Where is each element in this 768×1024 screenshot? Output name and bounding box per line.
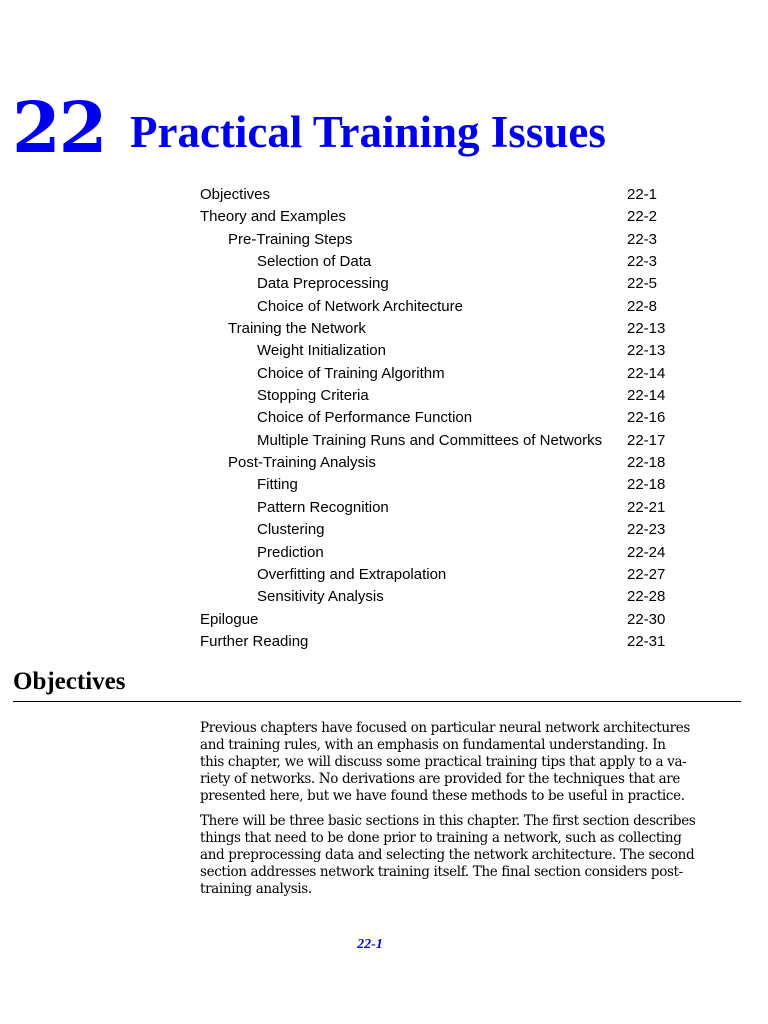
toc-entry-label: Training the Network (228, 320, 366, 338)
toc-entry-label: Pattern Recognition (257, 498, 389, 516)
toc-entry (200, 184, 660, 206)
toc-entry-label: Weight Initialization (257, 342, 386, 360)
toc-entry (200, 519, 666, 541)
toc-entry-page: 22-31 (627, 632, 666, 650)
toc-entry (200, 318, 666, 340)
chapter-title: Practical Training Issues (130, 107, 606, 157)
toc-entry (200, 564, 666, 586)
toc-entry (200, 340, 666, 362)
toc-entry-page: 22-5 (627, 275, 658, 293)
toc-entry-page: 22-2 (627, 208, 658, 226)
toc-entry (200, 609, 666, 631)
toc-entry-label: Post-Training Analysis (228, 454, 376, 472)
text-line: training analysis. (200, 881, 312, 897)
toc-entry (200, 586, 666, 608)
toc-entry-label: Choice of Training Algorithm (257, 364, 445, 382)
toc-entry (200, 430, 666, 452)
toc-entry-label: Theory and Examples (200, 208, 346, 226)
toc-entry-label: Clustering (257, 521, 325, 539)
toc-entry (200, 206, 660, 228)
toc-entry (200, 296, 660, 318)
chapter-header (12, 88, 752, 168)
toc-entry-label: Further Reading (200, 632, 309, 650)
toc-entry-label: Sensitivity Analysis (257, 588, 384, 606)
toc-entry (200, 363, 666, 385)
toc-entry (200, 407, 666, 429)
toc-entry-page: 22-13 (627, 320, 666, 338)
toc-entry-label: Overfitting and Extrapolation (257, 565, 447, 583)
footer-page-number: 22-1 (357, 937, 383, 952)
text-line: presented here, but we have found these methods to be useful in practice. (200, 788, 685, 804)
text-line: things that need to be done prior to training a network, such as collecting (200, 830, 682, 846)
toc-entry-label: Prediction (257, 543, 324, 561)
text-line: There will be three basic sections in this chapter. The first section describes (200, 813, 696, 829)
toc-entry-page: 22-3 (627, 230, 658, 248)
toc-entry (200, 452, 666, 474)
toc-entry (200, 497, 666, 519)
toc-entry-page: 22-14 (627, 364, 666, 382)
objectives-body (200, 720, 745, 906)
toc-entry-label: Epilogue (200, 610, 259, 628)
toc-entry (200, 542, 666, 564)
objectives-paragraph-2 (200, 813, 745, 898)
toc-entry-page: 22-3 (627, 253, 658, 271)
text-line: riety of networks. No derivations are provided for the techniques that are (200, 771, 681, 787)
toc-entry-label: Multiple Training Runs and Committees of Networks (257, 431, 603, 449)
toc-entry-page: 22-14 (627, 387, 666, 405)
toc-entry-label: Choice of Performance Function (257, 409, 473, 427)
text-line: and preprocessing data and selecting the network architecture. The second (200, 847, 695, 863)
toc-entry-label: Fitting (257, 476, 298, 494)
toc-entry-page: 22-13 (627, 342, 666, 360)
toc-entry-page: 22-18 (627, 476, 666, 494)
toc-entry-label: Objectives (200, 186, 271, 203)
toc-entry (200, 631, 666, 653)
text-line: and training rules, with an emphasis on fundamental understanding. In (200, 737, 666, 753)
toc-entry-page: 22-18 (627, 454, 666, 472)
text-line: section addresses network training itself. The final section considers post- (200, 864, 683, 880)
toc-entry-page: 22-21 (627, 498, 666, 516)
toc-entry (200, 273, 660, 295)
toc-entry (200, 385, 666, 407)
toc-entry-page: 22-23 (627, 521, 666, 539)
objectives-paragraph-1 (200, 720, 745, 805)
toc-entry-label: Data Preprocessing (257, 275, 389, 293)
toc-entry-page: 22-1 (627, 186, 658, 203)
toc-entry-label: Selection of Data (257, 253, 372, 271)
table-of-contents (200, 184, 666, 653)
toc-entry (200, 229, 660, 251)
toc-entry (200, 474, 666, 496)
text-line: this chapter, we will discuss some practical training tips that apply to a va- (200, 754, 687, 770)
text-line: Previous chapters have focused on particular neural network architectures (200, 720, 690, 736)
chapter-number: 22 (12, 86, 106, 169)
toc-entry-page: 22-27 (627, 565, 666, 583)
toc-entry-page: 22-24 (627, 543, 666, 561)
section-heading-objectives: Objectives (13, 668, 126, 695)
toc-entry-page: 22-17 (627, 431, 666, 449)
toc-entry-page: 22-28 (627, 588, 666, 606)
toc-entry-page: 22-8 (627, 297, 658, 315)
toc-entry-label: Choice of Network Architecture (257, 297, 463, 315)
toc-entry-page: 22-30 (627, 610, 666, 628)
section-divider (13, 701, 741, 702)
toc-entry-label: Pre-Training Steps (228, 230, 353, 248)
toc-entry-label: Stopping Criteria (257, 387, 369, 405)
toc-entry-page: 22-16 (627, 409, 666, 427)
toc-entry (200, 251, 660, 273)
